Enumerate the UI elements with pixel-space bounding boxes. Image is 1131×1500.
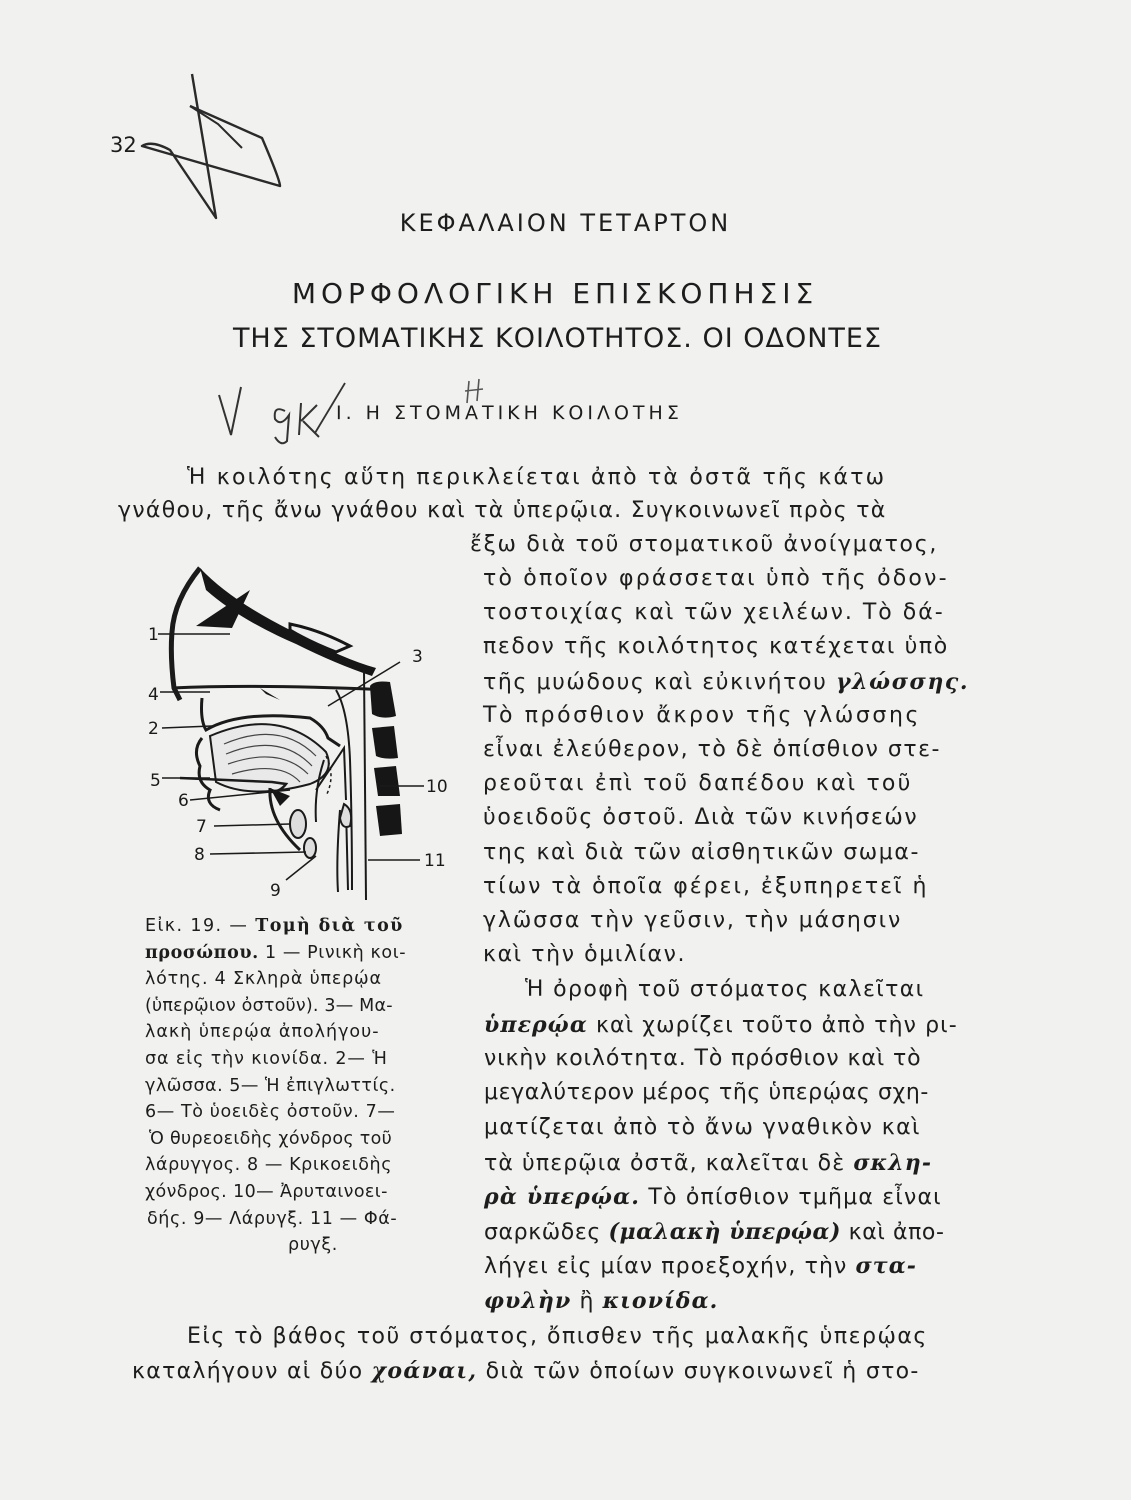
body-line: μεγαλύτερον μέρος τῆς ὑπερῴας σχη- xyxy=(484,1080,929,1105)
figure-label-5: 5 xyxy=(150,771,161,791)
figure-label-10: 10 xyxy=(426,777,448,797)
body-line: της καὶ διὰ τῶν αἰσθητικῶν σωμα- xyxy=(483,840,921,865)
figure-caption xyxy=(145,913,463,1259)
emphasis-term: γλώσσης. xyxy=(836,669,970,695)
caption-line: (ὑπερῷιον ὀστοῦν). 3— Μα- xyxy=(145,995,393,1016)
caption-line: 6— Τὸ ὑοειδὲς ὀστοῦν. 7— xyxy=(145,1102,396,1123)
figure-label-6: 6 xyxy=(178,791,189,811)
body-line: ὑοειδοῦς ὀστοῦ. Διὰ τῶν κινήσεών xyxy=(483,805,919,830)
emphasis-term: κιονίδα. xyxy=(602,1288,719,1314)
page-number: 32 xyxy=(110,133,137,157)
body-line xyxy=(484,1010,958,1041)
body-line: τίων τὰ ὁποῖα φέρει, ἐξυπηρετεῖ ἡ xyxy=(483,874,929,899)
body-line: ματίζεται ἀπὸ τὸ ἄνω γναθικὸν καὶ xyxy=(484,1115,921,1140)
body-text-run: Τὸ ὀπίσθιον τμῆμα εἶναι xyxy=(648,1185,942,1210)
body-text-run: ἢ xyxy=(579,1289,595,1314)
body-line xyxy=(484,1217,945,1248)
body-line: ρεοῦται ἐπὶ τοῦ δαπέδου καὶ τοῦ xyxy=(483,771,913,796)
chapter-heading: ΚΕΦΑΛΑΙΟΝ ΤΕΤΑΡΤΟΝ xyxy=(399,209,732,237)
body-line: τὸ ὁποῖον φράσσεται ὑπὸ τῆς ὀδον- xyxy=(483,566,949,591)
caption-bold-run: προσώπου. xyxy=(145,942,259,963)
body-line: καὶ τὴν ὁμιλίαν. xyxy=(483,942,687,967)
body-line: Εἰς τὸ βάθος τοῦ στόματος, ὄπισθεν τῆς μαλακῆς ὑπερῴας xyxy=(187,1324,928,1349)
body-line: Τὸ πρόσθιον ἄκρον τῆς γλώσσης xyxy=(483,703,922,728)
body-text-run: τὰ ὑπερῷια ὀστᾶ, καλεῖται δὲ xyxy=(484,1151,846,1176)
figure-label-9: 9 xyxy=(270,881,281,901)
body-text-run: τῆς μυώδους καὶ εὐκινήτου xyxy=(483,670,828,695)
body-line: Ἡ ὀροφὴ τοῦ στόματος καλεῖται xyxy=(525,977,925,1002)
figure-label-3: 3 xyxy=(412,647,423,667)
chapter-title-line-1: ΜΟΡΦΟΛΟΓΙΚΗ ΕΠΙΣΚΟΠΗΣΙΣ xyxy=(291,277,819,310)
emphasis-term: χοάναι, xyxy=(371,1358,478,1384)
emphasis-term: (μαλακὴ ὑπερῴα) xyxy=(608,1219,842,1245)
figure-label-8: 8 xyxy=(194,845,205,865)
emphasis-term: στα- xyxy=(855,1253,917,1279)
caption-line xyxy=(145,913,463,940)
emphasis-term: φυλὴν xyxy=(484,1288,572,1314)
emphasis-term: ὑπερῴα xyxy=(484,1012,588,1038)
chapter-title-line-2: ΤΗΣ ΣΤΟΜΑΤΙΚΗΣ ΚΟΙΛΟΤΗΤΟΣ. ΟΙ ΟΔΟΝΤΕΣ xyxy=(232,323,883,354)
body-text-run: καταλήγουν αἱ δύο xyxy=(132,1359,364,1384)
caption-line: Ὁ θυρεοειδὴς χόνδρος τοῦ xyxy=(149,1128,393,1149)
caption-line: λότης. 4 Σκληρὰ ὑπερῴα xyxy=(145,969,382,990)
figure-label-4: 4 xyxy=(148,685,159,705)
body-line xyxy=(484,1182,942,1213)
body-text-run: διὰ τῶν ὁποίων συγκοινωνεῖ ἡ στο- xyxy=(485,1359,920,1384)
caption-text-run: 1 — Ρινικὴ κοι- xyxy=(264,942,407,963)
body-line xyxy=(483,667,969,698)
body-text-run: σαρκῶδες xyxy=(484,1220,601,1245)
body-line: τοστοιχίας καὶ τῶν χειλέων. Τὸ δά- xyxy=(483,600,945,625)
body-text-run: λήγει εἰς μίαν προεξοχήν, τὴν xyxy=(484,1254,848,1279)
anatomy-figure-section-of-face xyxy=(140,560,460,905)
emphasis-term: σκλη- xyxy=(853,1150,933,1176)
body-line xyxy=(132,1356,920,1387)
section-heading: Ι. Η ΣΤΟΜΑΤΙΚΗ ΚΟΙΛΟΤΗΣ xyxy=(336,402,683,424)
caption-line: ρυγξ. xyxy=(288,1235,338,1256)
body-line: εἶναι ἐλεύθερον, τὸ δὲ ὀπίσθιον στε- xyxy=(483,737,941,762)
body-line xyxy=(484,1286,718,1317)
body-line: ἔξω διὰ τοῦ στοματικοῦ ἀνοίγματος, xyxy=(470,532,939,557)
caption-line: δής. 9— Λάρυγξ. 11 — Φά- xyxy=(147,1208,398,1229)
body-line: Ἡ κοιλότης αὕτη περικλείεται ἀπὸ τὰ ὀστᾶ τῆς κάτω xyxy=(187,465,887,490)
caption-line: λάρυγγος. 8 — Κρικοειδὴς xyxy=(145,1155,393,1176)
body-line: πεδον τῆς κοιλότητος κατέχεται ὑπὸ xyxy=(483,634,949,659)
body-line xyxy=(484,1251,917,1282)
caption-text-run: Εἰκ. 19. — xyxy=(145,916,249,936)
handwritten-star-mark xyxy=(130,68,290,228)
figure-label-7: 7 xyxy=(196,817,207,837)
caption-line xyxy=(145,940,463,967)
figure-label-1: 1 xyxy=(148,625,159,645)
caption-bold-run: Τομὴ διὰ τοῦ xyxy=(255,916,404,936)
emphasis-term: ρὰ ὑπερῴα. xyxy=(484,1184,641,1210)
body-line: γλῶσσα τὴν γεῦσιν, τὴν μάσησιν xyxy=(483,908,903,933)
body-text-run: καὶ χωρίζει τοῦτο ἀπὸ τὴν ρι- xyxy=(595,1013,958,1038)
caption-line: χόνδρος. 10— Ἀρυταινοει- xyxy=(145,1181,388,1202)
body-line xyxy=(484,1148,932,1179)
caption-line: σα εἰς τὴν κιονίδα. 2— Ἡ xyxy=(145,1048,388,1069)
caption-line: γλῶσσα. 5— Ἡ ἐπιγλωττίς. xyxy=(145,1075,396,1096)
figure-label-2: 2 xyxy=(148,719,159,739)
caption-line: λακὴ ὑπερῴα ἀπολήγου- xyxy=(145,1022,380,1043)
figure-label-11: 11 xyxy=(424,851,446,871)
body-text-run: καὶ ἀπο- xyxy=(848,1220,945,1245)
body-line: γνάθου, τῆς ἄνω γνάθου καὶ τὰ ὑπερῷια. Συγκοινωνεῖ πρὸς τὰ xyxy=(118,498,887,523)
body-line: νικὴν κοιλότητα. Τὸ πρόσθιον καὶ τὸ xyxy=(484,1046,922,1071)
